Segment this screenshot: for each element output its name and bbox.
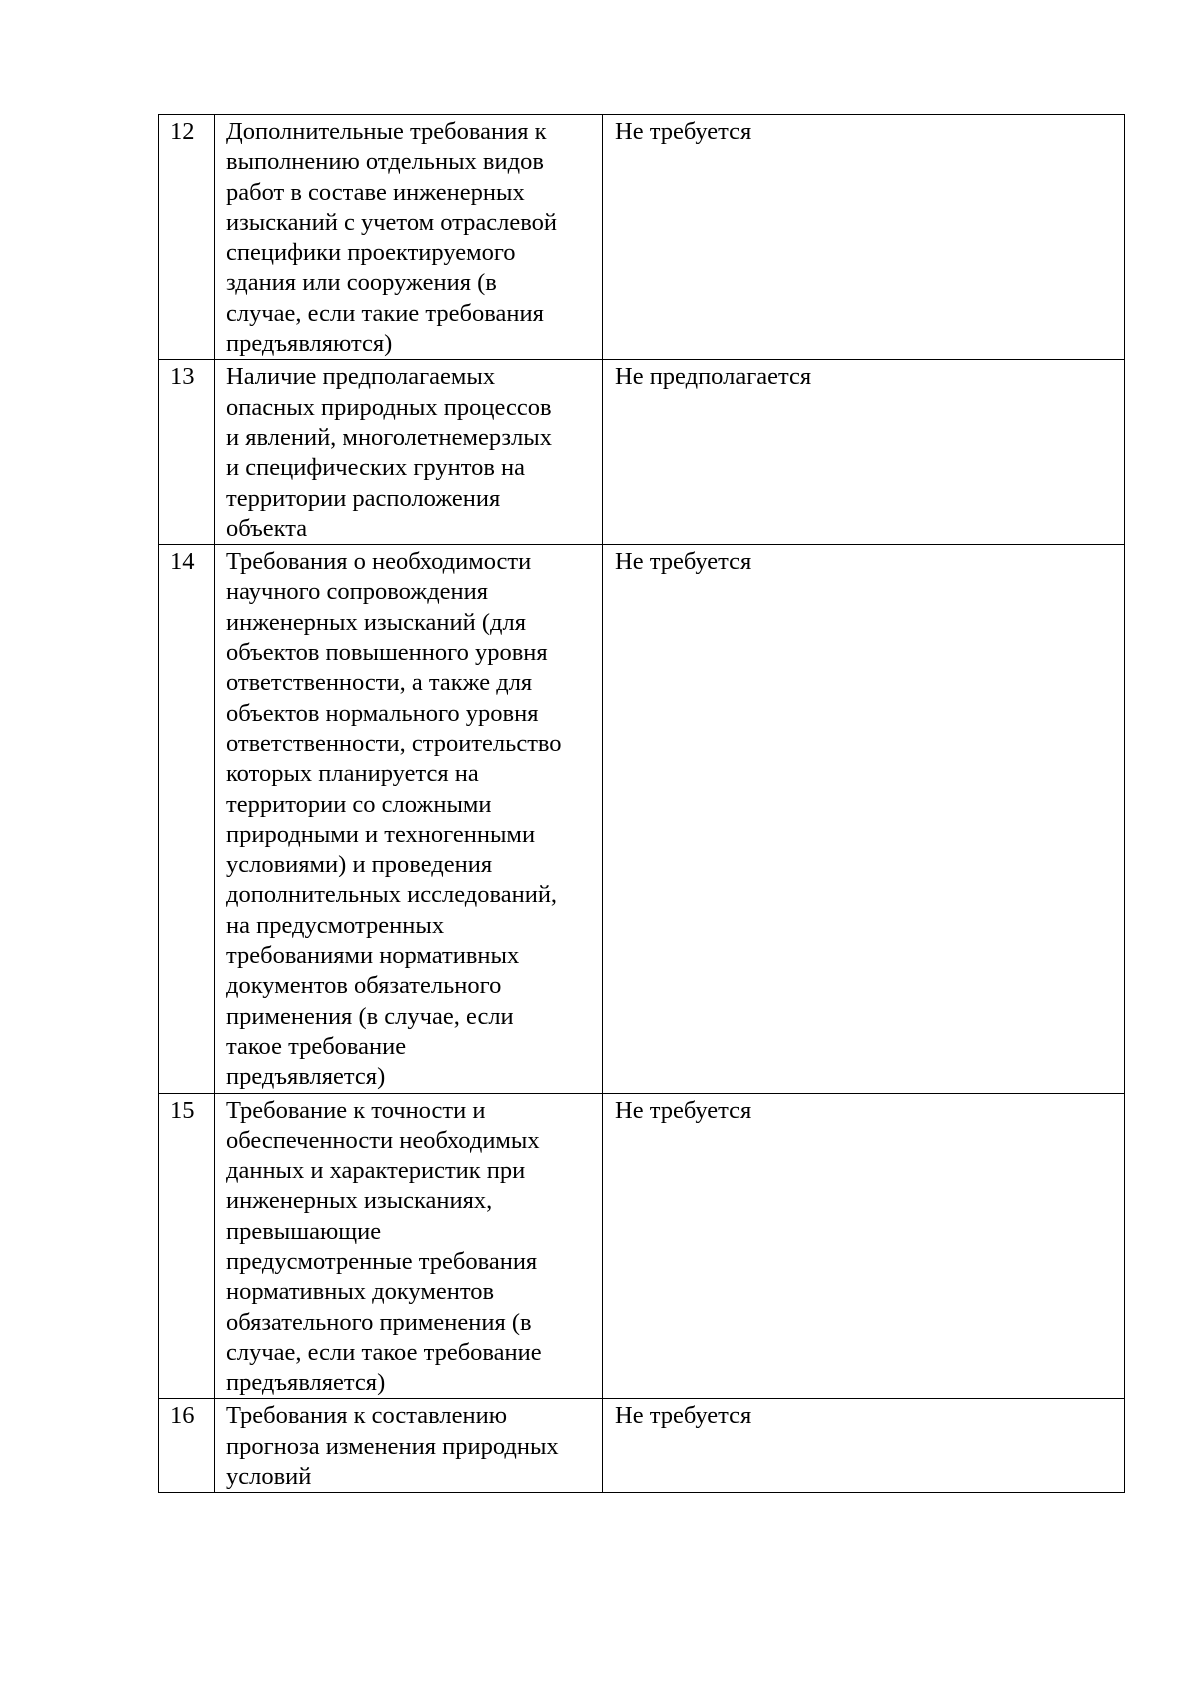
row-number: 15 [170, 1096, 195, 1124]
table-row [159, 1399, 1125, 1493]
requirement-cell [215, 1093, 603, 1399]
requirement-text: Требования о необходимости научного сопровождения инженерных изысканий (для объектов повышенного уровня ответственности, а также для объектов нормального уровня ответственности, строительство которых планируется на территории со сложными природными и техногенными условиями) и проведения дополнительных исследований, на предусмотренных требованиями нормативных документов обязательного применения (в случае, если такое требование предъявляется) [226, 548, 562, 1091]
row-number: 14 [170, 548, 195, 576]
table-row [159, 115, 1125, 360]
value-cell [603, 360, 1125, 545]
requirement-cell [215, 1399, 603, 1493]
row-number: 12 [170, 118, 195, 145]
requirement-cell [215, 545, 603, 1093]
value-text: Не требуется [615, 548, 752, 576]
requirements-table [158, 114, 1125, 1493]
value-text: Не требуется [615, 1402, 752, 1430]
row-number-cell [159, 1093, 215, 1399]
requirement-cell [215, 360, 603, 545]
requirement-text: Требования к составлению прогноза изменения природных условий [226, 1402, 559, 1491]
value-text: Не требуется [615, 118, 752, 145]
row-number-cell [159, 115, 215, 360]
value-cell [603, 1399, 1125, 1493]
row-number-cell [159, 360, 215, 545]
row-number-cell [159, 1399, 215, 1493]
table-row [159, 1093, 1125, 1399]
requirement-text: Наличие предполагаемых опасных природных процессов и явлений, многолетнемерзлых и специфических грунтов на территории расположения объекта [226, 363, 553, 542]
value-cell [603, 115, 1125, 360]
requirement-cell [215, 115, 603, 360]
value-cell [603, 1093, 1125, 1399]
row-number: 16 [170, 1402, 195, 1430]
value-cell [603, 545, 1125, 1093]
table-row [159, 360, 1125, 545]
value-text: Не предполагается [615, 363, 812, 391]
requirement-text: Дополнительные требования к выполнению отдельных видов работ в составе инженерных изысканий с учетом отраслевой специфики проектируемого здания или сооружения (в случае, если такие требования предъявляются) [226, 118, 558, 358]
row-number: 13 [170, 363, 195, 391]
requirement-text: Требование к точности и обеспеченности необходимых данных и характеристик при инженерных изысканиях, превышающие предусмотренные требования нормативных документов обязательного применения (в случае, если такое требование предъявляется) [226, 1096, 542, 1397]
row-number-cell [159, 545, 215, 1093]
table-row [159, 545, 1125, 1093]
value-text: Не требуется [615, 1096, 752, 1124]
